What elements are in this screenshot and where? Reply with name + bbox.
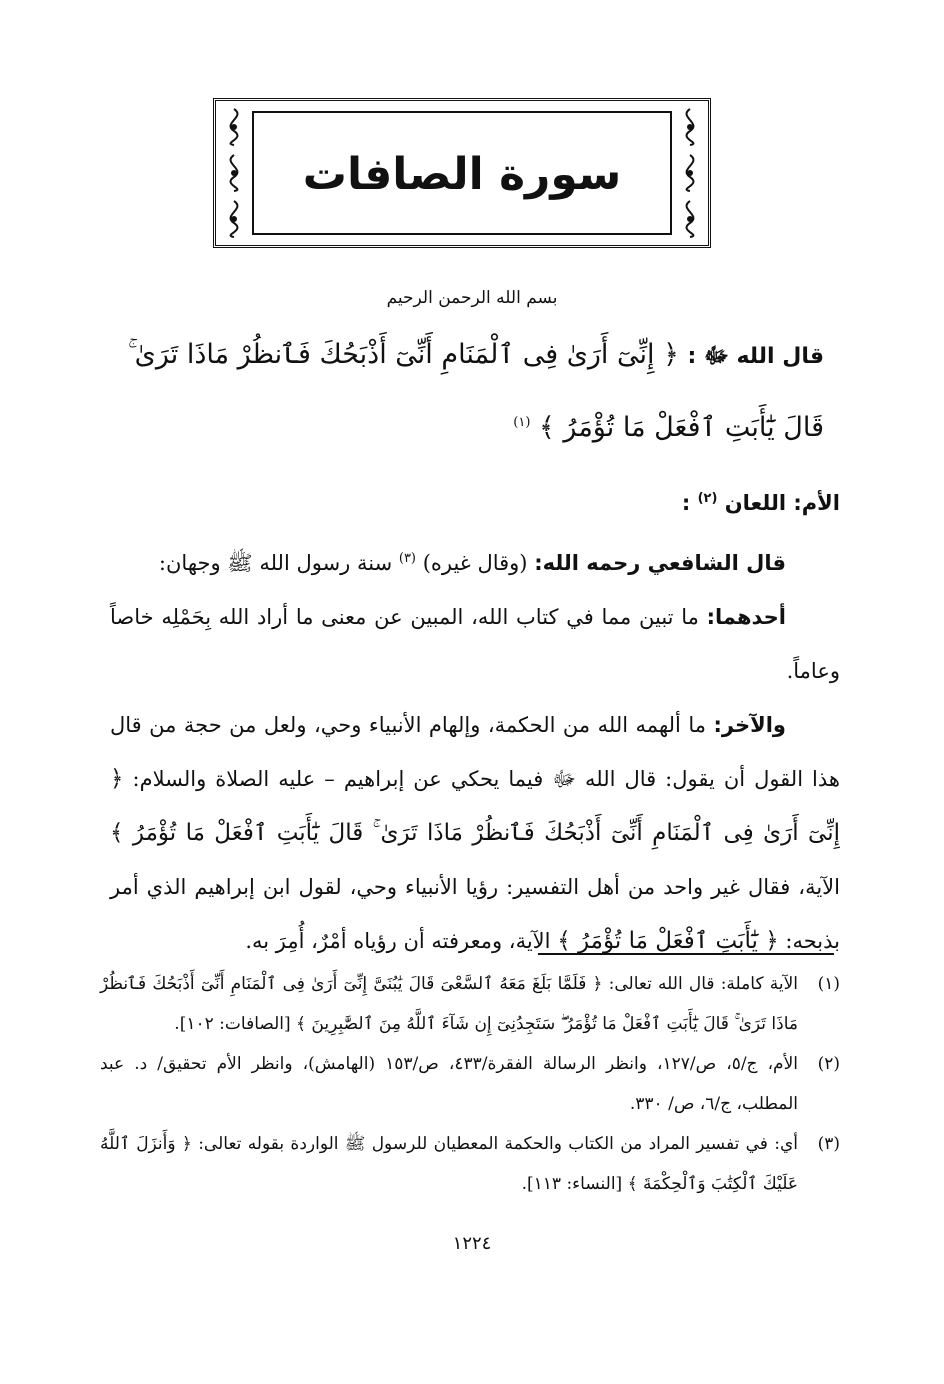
footnotes bbox=[100, 964, 840, 1204]
footnote-divider bbox=[538, 953, 834, 955]
footnote-1 bbox=[100, 964, 840, 1044]
paragraph-1 bbox=[110, 532, 840, 590]
section-suffix: : bbox=[681, 491, 691, 515]
footnote-ref-1[interactable]: (١) bbox=[513, 415, 531, 430]
quran-quote-2: ﴿ يَٰٓأَبَتِ ٱفْعَلْ مَا تُؤْمَرُ ﴾ bbox=[557, 928, 779, 954]
footnote-number: (٣) bbox=[817, 1134, 840, 1154]
surah-title-frame bbox=[213, 98, 711, 248]
surah-title: سورة الصافات bbox=[302, 149, 622, 200]
footnote-text: الآية كاملة: قال الله تعالى: ﴿ فَلَمَّا بَلَغَ مَعَهُ ٱلسَّعْىَ قَالَ يَٰبُنَىَّ إِنِّىٓ أَرَىٰ فِى ٱلْمَنَامِ أَنِّىٓ أَذْبَحُكَ فَٱنظُرْ مَاذَا تَرَىٰ ۚ قَالَ يَٰٓأَبَتِ ٱفْعَلْ مَا تُؤْمَرُ ۖ سَتَجِدُنِىٓ إِن شَآءَ ٱللَّهُ مِنَ ٱلصَّٰبِرِينَ ﴾ [الصافات: ١٠٢]. bbox=[100, 974, 798, 1034]
footnote-text: أي: في تفسير المراد من الكتاب والحكمة المعطيان للرسول ﷺ الواردة بقوله تعالى: ﴿ وَأَنزَلَ ٱللَّهُ عَلَيْكَ ٱلْكِتَٰبَ وَٱلْحِكْمَةَ ﴾ [النساء: ١١٣]. bbox=[100, 1134, 798, 1194]
section-label: الأم: اللعان bbox=[724, 491, 840, 515]
paragraph-1-text: (وقال غيره) bbox=[422, 551, 528, 575]
basmala: بسم الله الرحمن الرحيم bbox=[386, 288, 558, 308]
footnote-number: (٢) bbox=[817, 1054, 840, 1074]
verse-text: ﴿ إِنِّىٓ أَرَىٰ فِى ٱلْمَنَامِ أَنِّىٓ أَذْبَحُكَ فَٱنظُرْ مَاذَا تَرَىٰ ۚ قَالَ يَٰٓأَبَتِ ٱفْعَلْ مَا تُؤْمَرُ ﴾ bbox=[127, 339, 824, 443]
footnote-2 bbox=[100, 1044, 840, 1124]
quran-quote-1: ﴿ إِنِّىٓ أَرَىٰ فِى ٱلْمَنَامِ أَنِّىٓ أَذْبَحُكَ فَٱنظُرْ مَاذَا تَرَىٰ ۚ قَالَ يَٰٓأَبَتِ ٱفْعَلْ مَا تُؤْمَرُ ﴾ bbox=[110, 766, 840, 846]
paragraph-2-label: أحدهما: bbox=[706, 605, 786, 629]
paragraph-3-text: ما ألهمه الله من الحكمة، وإلهام الأنبياء وحي، ولعل من حجة من قال هذا القول أن يقول: قال الله ﷻ فيما يحكي عن إبراهيم – عليه الصلاة والسلام: bbox=[110, 713, 840, 791]
section-heading bbox=[682, 482, 840, 520]
paragraph-3 bbox=[110, 698, 840, 968]
page-number: ١٢٢٤ bbox=[452, 1233, 492, 1254]
paragraph-3-text-2: الآية، فقال غير واحد من أهل التفسير: رؤيا الأنبياء وحي، لقول ابن إبراهيم الذي أمر بذبحه: bbox=[110, 875, 840, 953]
paragraph-1-rest: سنة رسول الله ﷺ وجهان: bbox=[158, 551, 393, 575]
paragraph-2 bbox=[110, 590, 840, 698]
shafii-quote-label: قال الشافعي رحمه الله: bbox=[534, 551, 786, 575]
footnote-ref-3[interactable]: (٣) bbox=[398, 551, 416, 566]
footnote-3 bbox=[100, 1124, 840, 1204]
main-text bbox=[110, 532, 840, 968]
verse-intro: قال الله ﷻ : bbox=[687, 344, 824, 369]
footnote-text: الأم، ج/٥، ص/١٢٧، وانظر الرسالة الفقرة/٤٣٣، ص/١٥٣ (الهامش)، وانظر الأم تحقيق/ د. عبد المطلب، ج/٦، ص/ ٣٣٠. bbox=[100, 1054, 798, 1114]
paragraph-2-text: ما تبين مما في كتاب الله، المبين عن معنى ما أراد الله بِحَمْلِه خاصاً وعاماً. bbox=[110, 605, 840, 683]
opening-verse bbox=[114, 322, 824, 461]
paragraph-3-text-3: الآية، ومعرفته أن رؤياه أمْرٌ، أُمِرَ به. bbox=[245, 929, 551, 953]
footnote-number: (١) bbox=[817, 974, 840, 994]
paragraph-3-label: والآخر: bbox=[713, 713, 786, 737]
footnote-ref-2[interactable]: (٢) bbox=[697, 491, 718, 506]
